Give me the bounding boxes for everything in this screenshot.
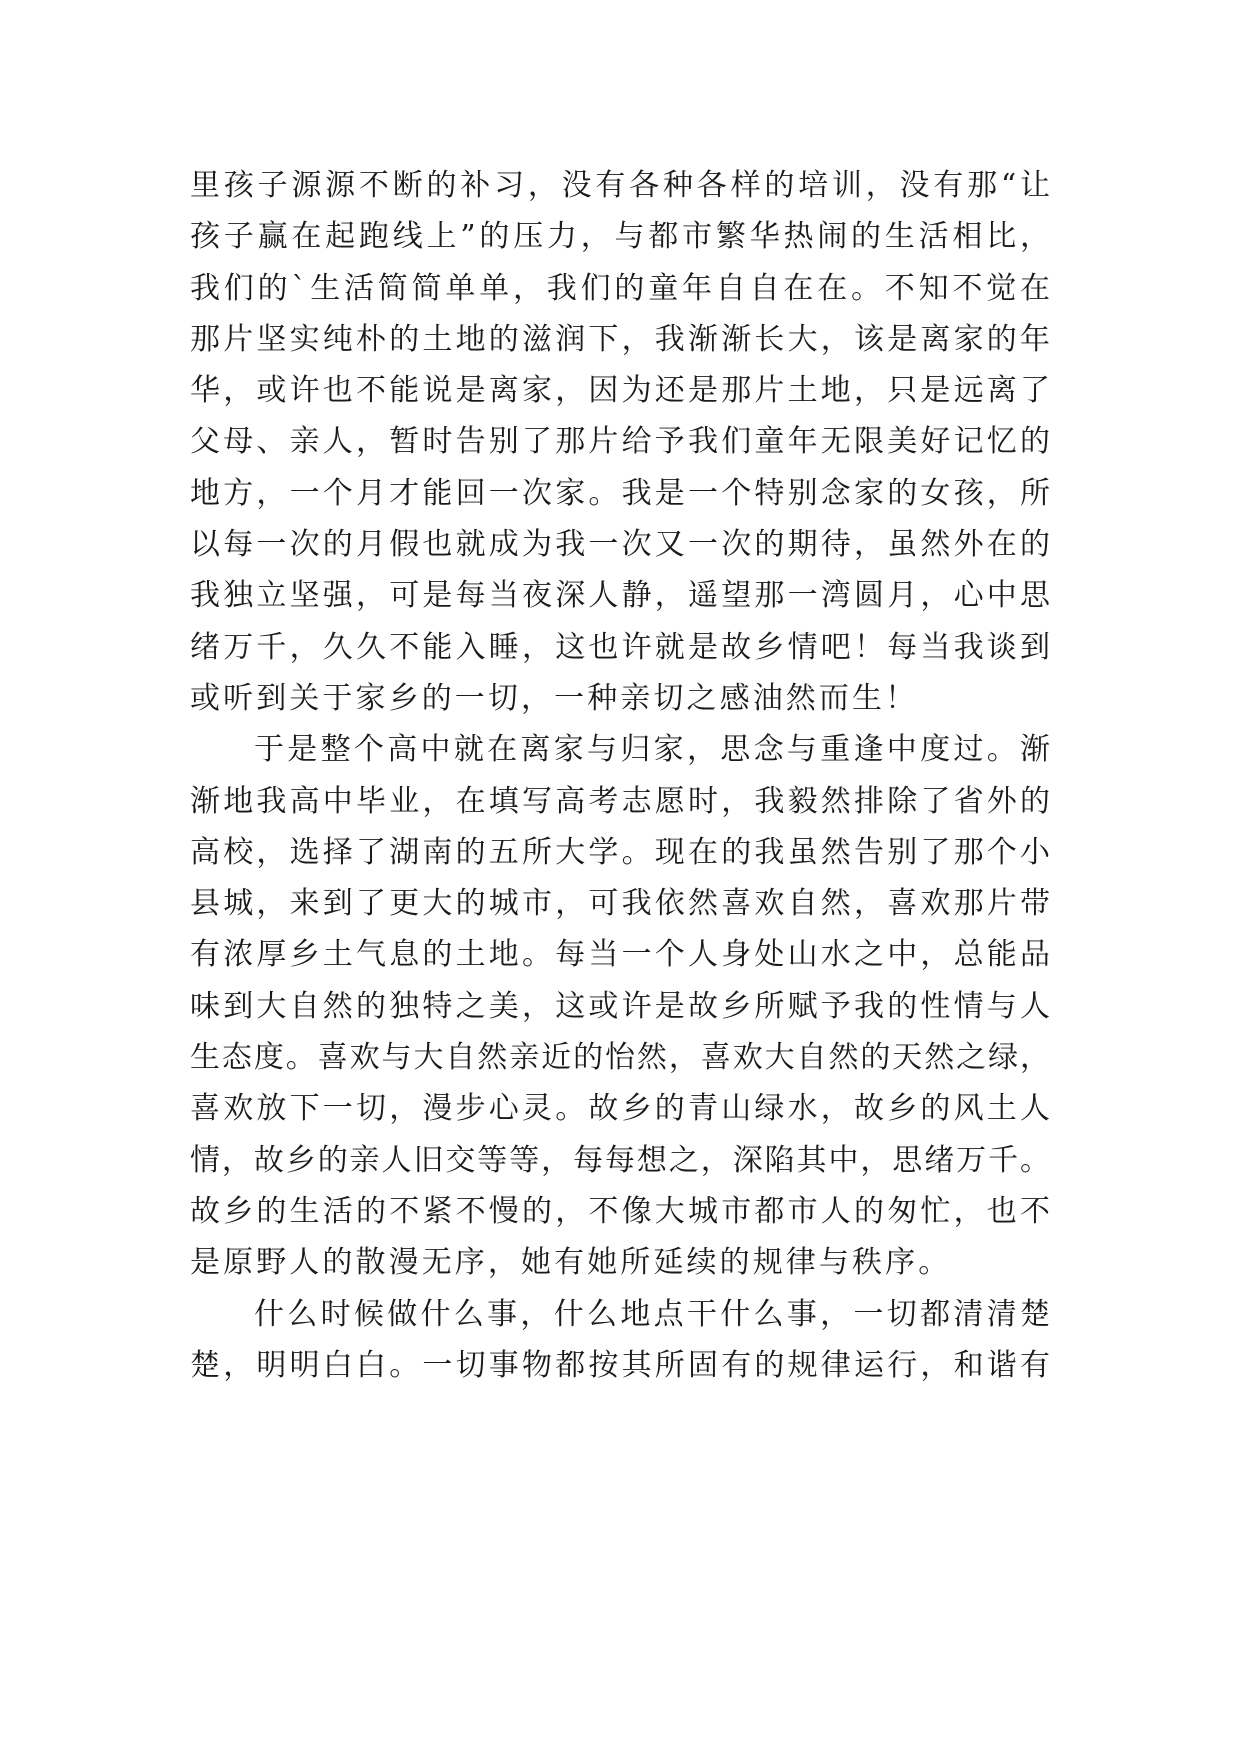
text-line: 那片坚实纯朴的土地的滋润下，我渐渐长大，该是离家的年 [190,321,1050,357]
text-line: 是原野人的散漫无序，她有她所延续的规律与秩序。 [190,1245,952,1281]
text-line: 孩子赢在起跑线上”的压力，与都市繁华热闹的生活相比， [190,219,1050,255]
text-line: 生态度。喜欢与大自然亲近的怡然，喜欢大自然的天然之绿， [190,1040,1050,1076]
text-line: 我们的`生活简简单单，我们的童年自自在在。不知不觉在 [190,270,1050,306]
text-line: 我独立坚强，可是每当夜深人静，遥望那一湾圆月，心中思 [190,578,1050,614]
body-text [190,160,1050,1391]
text-line: 或听到关于家乡的一切，一种亲切之感油然而生！ [190,680,919,716]
text-line: 喜欢放下一切，漫步心灵。故乡的青山绿水，故乡的风土人 [190,1091,1050,1127]
text-line: 高校，选择了湖南的五所大学。现在的我虽然告别了那个小 [190,834,1050,870]
text-line: 县城，来到了更大的城市，可我依然喜欢自然，喜欢那片带 [190,886,1050,922]
text-line: 父母、亲人，暂时告别了那片给予我们童年无限美好记忆的 [190,424,1050,460]
text-line: 地方，一个月才能回一次家。我是一个特别念家的女孩，所 [190,475,1050,511]
text-line: 里孩子源源不断的补习，没有各种各样的培训，没有那“让 [190,168,1050,203]
text-line: 故乡的生活的不紧不慢的，不像大城市都市人的匆忙，也不 [190,1193,1050,1229]
paragraph-first-line: 什么时候做什么事，什么地点干什么事，一切都清清楚 [254,1296,1050,1332]
paragraph-first-line: 于是整个高中就在离家与归家，思念与重逢中度过。渐 [254,732,1050,768]
text-line: 味到大自然的独特之美，这或许是故乡所赋予我的性情与人 [190,988,1050,1024]
text-line: 华，或许也不能说是离家，因为还是那片土地，只是远离了 [190,373,1050,409]
text-line: 楚，明明白白。一切事物都按其所固有的规律运行，和谐有 [190,1347,1050,1383]
text-line: 有浓厚乡土气息的土地。每当一个人身处山水之中，总能品 [190,937,1050,973]
text-line: 情，故乡的亲人旧交等等，每每想之，深陷其中，思绪万千。 [190,1142,1050,1178]
text-line: 以每一次的月假也就成为我一次又一次的期待，虽然外在的 [190,527,1050,563]
text-line: 渐地我高中毕业，在填写高考志愿时，我毅然排除了省外的 [190,783,1050,819]
text-line: 绪万千，久久不能入睡，这也许就是故乡情吧！每当我谈到 [190,629,1050,665]
